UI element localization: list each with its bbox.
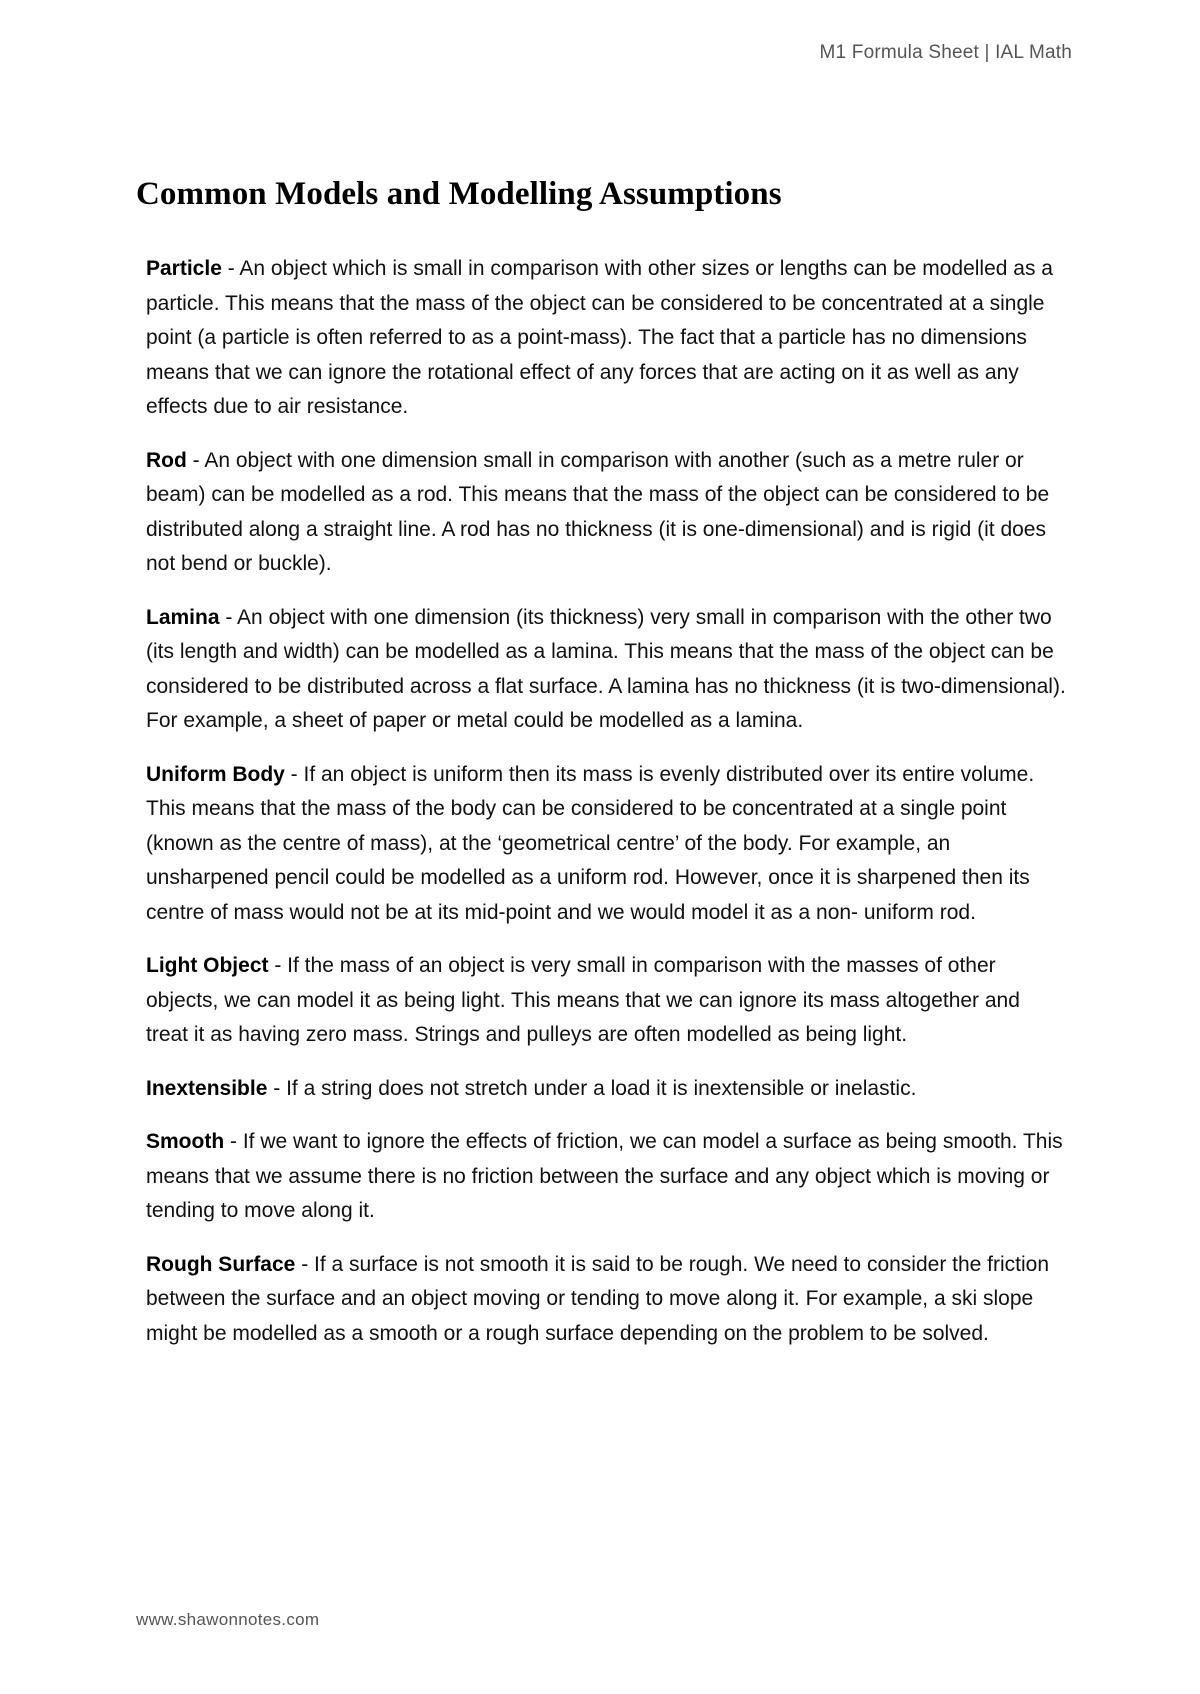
page-title: Common Models and Modelling Assumptions (136, 176, 782, 212)
term-separator: - (186, 448, 205, 472)
definition-text-smooth: If we want to ignore the effects of friction, we can model a surface as being smooth. This means that we assume there is no friction between the surface and any object which is moving or tending to move along it. (146, 1130, 1063, 1222)
term-separator: - (284, 762, 304, 786)
definition-text-uniform-body: If an object is uniform then its mass is evenly distributed over its entire volume. This means that the mass of the body can be considered to be concentrated at a single point (known as the centre of mass), at the ‘geometrical centre’ of the body. For example, an unsharpened pencil could be modelled as a uniform rod. However, once it is sharpened then its centre of mass would not be at its mid-point and we would model it as a non- uniform rod. (146, 762, 1035, 924)
definition-smooth (146, 1125, 1066, 1229)
term-light-object: Light Object (146, 954, 269, 977)
definition-text-lamina: An object with one dimension (its thickness) very small in comparison with the other two (its length and width) can be modelled as a lamina. This means that the mass of the object can be considered to be distributed across a flat surface. A lamina has no thickness (it is two-dimensional). For example, a sheet of paper or metal could be modelled as a lamina. (146, 605, 1066, 732)
term-separator: - (295, 1252, 315, 1276)
definition-particle (146, 252, 1066, 425)
definition-lamina (146, 601, 1066, 739)
footer-website: www.shawonnotes.com (136, 1610, 320, 1629)
definitions-list (146, 252, 1066, 1370)
term-separator: - (224, 1130, 243, 1153)
term-lamina: Lamina (146, 605, 220, 629)
running-header: M1 Formula Sheet | IAL Math (819, 42, 1072, 63)
definition-rod (146, 444, 1066, 582)
definition-uniform-body (146, 758, 1066, 931)
term-separator: - (221, 257, 240, 280)
definition-text-inextensible: If a string does not stretch under a load it is inextensible or inelastic. (286, 1076, 917, 1100)
definition-rough-surface (146, 1248, 1066, 1352)
definition-text-rough-surface: If a surface is not smooth it is said to be rough. We need to consider the friction between the surface and an object moving or tending to move along it. For example, a ski slope might be modelled as a smooth or a rough surface depending on the problem to be solved. (146, 1252, 1050, 1345)
definition-text-particle: An object which is small in comparison with other sizes or lengths can be modelled as a particle. This means that the mass of the object can be considered to be concentrated at a single point (a particle is often referred to as a point-mass). The fact that a particle has no dimensions means that we can ignore the rotational effect of any forces that are acting on it as well as any effects due to air resistance. (146, 257, 1053, 418)
definition-inextensible (146, 1072, 1066, 1107)
term-uniform-body: Uniform Body (146, 762, 285, 786)
definition-light-object (146, 949, 1066, 1053)
term-particle: Particle (146, 257, 222, 280)
term-rough-surface: Rough Surface (146, 1252, 296, 1276)
term-smooth: Smooth (146, 1130, 225, 1153)
term-separator: - (267, 1076, 287, 1100)
term-rod: Rod (146, 448, 187, 472)
definition-text-rod: An object with one dimension small in comparison with another (such as a metre ruler or beam) can be modelled as a rod. This means that the mass of the object can be considered to be distributed along a straight line. A rod has no thickness (it is one-dimensional) and is rigid (it does not bend or buckle). (146, 448, 1050, 575)
definition-text-light-object: If the mass of an object is very small in comparison with the masses of other objects, we can model it as being light. This means that we can ignore its mass altogether and treat it as having zero mass. Strings and pulleys are often modelled as being light. (146, 954, 1020, 1046)
term-separator: - (268, 954, 288, 977)
term-separator: - (219, 605, 238, 629)
term-inextensible: Inextensible (146, 1076, 268, 1100)
